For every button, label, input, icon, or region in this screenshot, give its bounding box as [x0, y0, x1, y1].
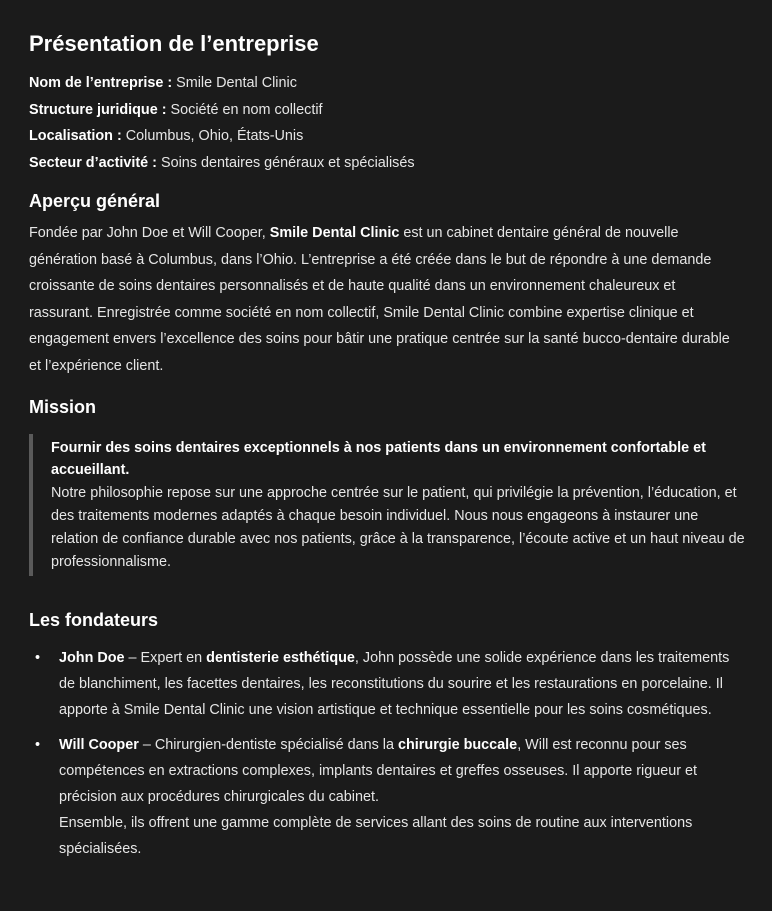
mission-lead: Fournir des soins dentaires exceptionnels à nos patients dans un environnement confortable et accueillant.: [51, 439, 706, 479]
info-value: Smile Dental Clinic: [176, 75, 297, 91]
founders-list: [29, 645, 749, 862]
info-label: Nom de l’entreprise :: [29, 75, 173, 91]
info-location: [29, 123, 743, 150]
info-label: Localisation :: [29, 128, 122, 144]
mission-body: Notre philosophie repose sur une approche centrée sur le patient, qui privilégie la prévention, l’éducation, et des traitements modernes adaptés à chaque besoin individuel. Nous nous engageons à instaurer une relation de confiance durable avec nos patients, grâce à la transparence, l’écoute active et un haut niveau de professionnalisme.: [51, 485, 745, 570]
info-value: Société en nom collectif: [170, 101, 323, 118]
info-value: Soins dentaires généraux et spécialisés: [160, 154, 415, 171]
overview-heading: Aperçu général: [29, 191, 161, 211]
page-title: Présentation de l’entreprise: [29, 31, 319, 56]
overview-paragraph: [29, 220, 743, 380]
list-item: [35, 645, 749, 723]
info-label: Structure juridique :: [29, 101, 167, 118]
founder-text: , John possède une solide expérience dans les traitements de blanchiment, les facettes dentaires, les reconstitutions du sourire et les restaurations en porcelaine. Il apporte à Smile Dental Clinic une vision artistique et technique essentielle pour les soins cosmétiques.: [59, 650, 730, 719]
founder-name: John Doe: [59, 650, 125, 667]
overview-text-end: est un cabinet dentaire général de nouvelle génération basé à Columbus, dans l’Ohio. L’entreprise a été créée dans le but de répondre à une demande croissante de soins dentaires personnalisés et de haute qualité dans un environnement chaleureux et rassurant. Enregistrée comme société en nom collectif, Smile Dental Clinic combine expertise clinique et engagement envers l’excellence des soins pour bâtir une pratique centrée sur la santé bucco-dentaire durable et l’expérience client.: [29, 225, 730, 374]
list-item: [35, 732, 749, 862]
overview-company-name: Smile Dental Clinic: [269, 225, 400, 241]
bullet-icon: •: [35, 737, 41, 754]
founder-text: – Expert en: [124, 650, 207, 667]
overview-text-start: Fondée par John Doe et Will Cooper,: [29, 225, 270, 241]
info-legal-structure: [29, 97, 743, 124]
founder-name: Will Cooper: [59, 737, 139, 754]
bullet-icon: •: [35, 650, 41, 667]
founder-specialty: dentisterie esthétique: [206, 650, 355, 667]
founders-heading: Les fondateurs: [29, 610, 159, 631]
founder-specialty: chirurgie buccale: [398, 737, 518, 754]
info-value: Columbus, Ohio, États-Unis: [125, 128, 304, 144]
founder-text: – Chirurgien-dentiste spécialisé dans la: [138, 737, 399, 754]
founders-together: Ensemble, ils offrent une gamme complète de services allant des soins de routine aux interventions spécialisées.: [59, 815, 693, 858]
mission-heading: Mission: [29, 396, 97, 417]
company-info: [29, 70, 743, 176]
info-company-name: [29, 70, 743, 97]
mission-quote: [29, 434, 747, 577]
info-label: Secteur d’activité :: [29, 154, 157, 171]
info-sector: [29, 150, 743, 177]
founder-text: , Will est reconnu pour ses compétences en extractions complexes, implants dentaires et greffes osseuses. Il apporte rigueur et précision aux procédures chirurgicales du cabinet.: [59, 737, 698, 806]
